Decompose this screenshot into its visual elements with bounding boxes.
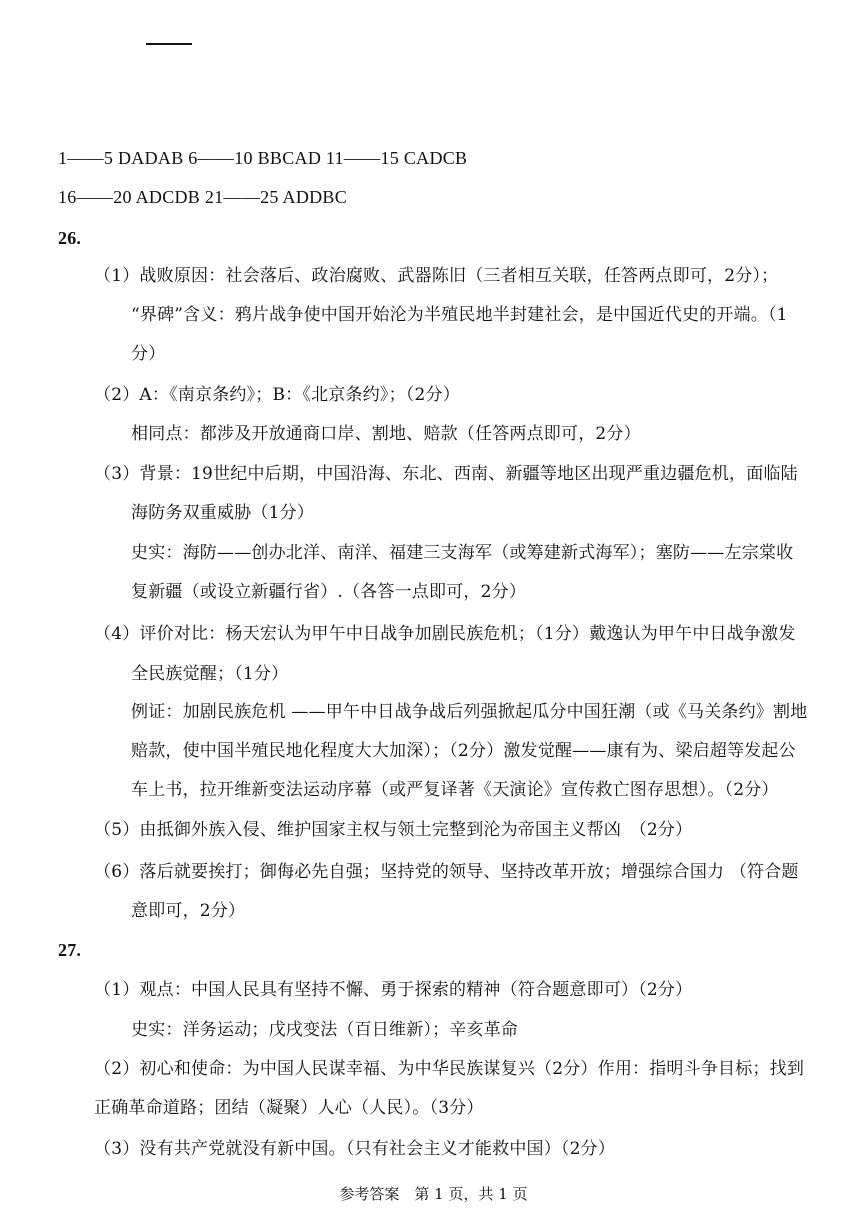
- q26-line: （1）战败原因：社会落后、政治腐败、武器陈旧（三者相互关联，任答两点即可，2分）；: [94, 266, 779, 286]
- q27-line: 正确革命道路；团结（凝聚）人心（人民）。（3分）: [94, 1098, 484, 1118]
- q26-line: （3）背景：19世纪中后期，中国沿海、东北、西南、新疆等地区出现严重边疆危机，面临陆: [94, 464, 798, 484]
- q26-line: 海防务双重威胁（1分）: [131, 503, 315, 523]
- q26-line: （4）评价对比：杨天宏认为甲午中日战争加剧民族危机；（1分）戴逸认为甲午中日战争激发: [94, 624, 796, 644]
- choice-answers-row-1: 1——5 DADAB 6——10 BBCAD 11——15 CADCB: [58, 148, 468, 168]
- question-27-number: 27.: [58, 940, 82, 960]
- q26-line: 史实：海防——创办北洋、南洋、福建三支海军（或筹建新式海军）；塞防——左宗棠收: [131, 543, 794, 563]
- question-26-number: 26.: [58, 228, 82, 248]
- q27-line: （1）观点：中国人民具有坚持不懈、勇于探索的精神（符合题意即可）（2分）: [94, 980, 693, 1000]
- q26-line: 分）: [131, 344, 166, 364]
- q27-line: （3）没有共产党就没有新中国。（只有社会主义才能救中国）（2分）: [94, 1139, 616, 1159]
- top-rule: [146, 43, 192, 45]
- q26-line: 例证：加剧民族危机 ——甲午中日战争战后列强掀起瓜分中国狂潮（或《马关条约》割地: [131, 702, 808, 722]
- q27-line: 史实：洋务运动；戊戌变法（百日维新）；辛亥革命: [131, 1020, 519, 1040]
- choice-answers-row-2: 16——20 ADCDB 21——25 ADDBC: [58, 187, 348, 207]
- q26-line: “界碑”含义：鸦片战争使中国开始沦为半殖民地半封建社会，是中国近代史的开端。（1: [131, 305, 788, 325]
- q26-line: （6）落后就要挨打；御侮必先自强；坚持党的领导、坚持改革开放；增强综合国力 （符合题: [94, 862, 799, 882]
- q27-line: （2）初心和使命：为中国人民谋幸福、为中华民族谋复兴（2分）作用：指明斗争目标；找到: [94, 1059, 805, 1079]
- q26-line: 意即可，2分）: [131, 901, 246, 921]
- q26-line: 赔款，使中国半殖民地化程度大大加深）；（2分）激发觉醒——康有为、梁启超等发起公: [131, 741, 796, 761]
- q26-line: 全民族觉醒；（1分）: [131, 664, 289, 684]
- q26-line: 复新疆（或设立新疆行省）.（各答一点即可，2分）: [131, 582, 527, 602]
- q26-line: 车上书，拉开维新变法运动序幕（或严复译著《天演论》宣传救亡图存思想）。（2分）: [131, 780, 779, 800]
- q26-line: （5）由抵御外族入侵、维护国家主权与领土完整到沦为帝国主义帮凶 （2分）: [94, 820, 693, 840]
- q26-line: （2）A：《南京条约》；B：《北京条约》；（2分）: [94, 385, 460, 405]
- q26-line: 相同点：都涉及开放通商口岸、割地、赔款（任答两点即可，2分）: [131, 424, 641, 444]
- page-footer: 参考答案 第 1 页，共 1 页: [339, 1185, 528, 1203]
